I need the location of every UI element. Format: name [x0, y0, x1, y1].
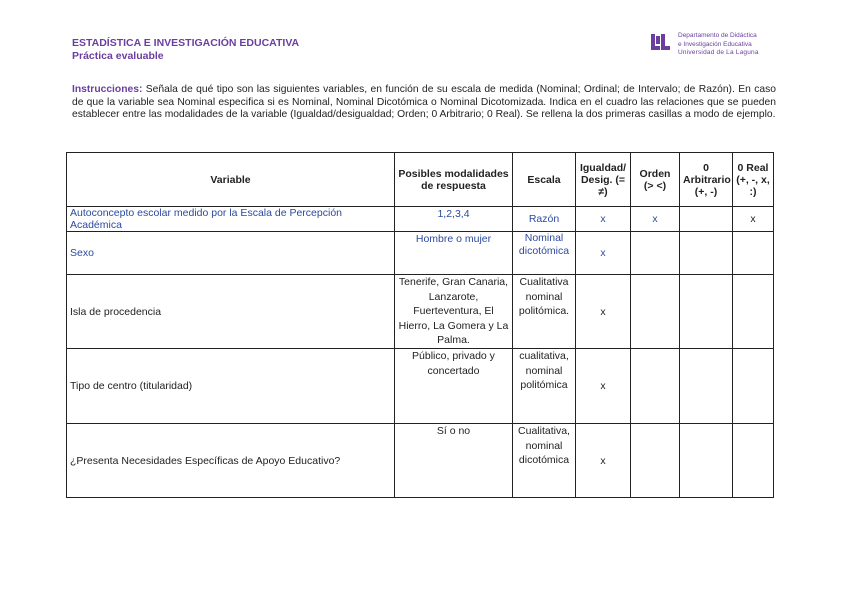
cell-modalidades: Tenerife, Gran Canaria, Lanzarote, Fuerteventura, El Hierro, La Gomera y La Palma.: [395, 275, 513, 349]
cell-modalidades: Sí o no: [395, 424, 513, 498]
logo-line-1: Departamento de Didáctica: [678, 32, 757, 39]
table-row: [67, 207, 774, 232]
cell-escala: Nominal dicotómica: [513, 232, 576, 275]
cell-arbitrario: [680, 207, 733, 232]
cell-igualdad: x: [576, 424, 631, 498]
cell-escala: Razón: [513, 207, 576, 232]
header-igualdad: Igualdad/ Desig. (= ≠): [576, 153, 631, 207]
logo-text: [678, 32, 759, 58]
cell-variable: Autoconcepto escolar medido por la Escala de Percepción Académica: [67, 207, 395, 232]
cell-igualdad: x: [576, 232, 631, 275]
cell-orden: [631, 232, 680, 275]
cell-arbitrario: [680, 232, 733, 275]
department-logo: [651, 32, 791, 62]
cell-arbitrario: [680, 275, 733, 349]
header-arbitrario: 0 Arbitrario (+, -): [680, 153, 733, 207]
header-orden: Orden (> <): [631, 153, 680, 207]
cell-orden: [631, 349, 680, 424]
table-header-row: [67, 153, 774, 207]
cell-arbitrario: [680, 424, 733, 498]
cell-variable: Tipo de centro (titularidad): [67, 349, 395, 424]
cell-variable: Isla de procedencia: [67, 275, 395, 349]
cell-modalidades: Hombre o mujer: [395, 232, 513, 275]
instructions-paragraph: [72, 84, 776, 122]
table-row: [67, 424, 774, 498]
cell-real: [733, 232, 774, 275]
cell-orden: [631, 424, 680, 498]
cell-escala: Cualitativa, nominal dicotómica: [513, 424, 576, 498]
cell-orden: [631, 275, 680, 349]
cell-igualdad: x: [576, 207, 631, 232]
header-real: 0 Real (+, -, x, :): [733, 153, 774, 207]
logo-line-2: e Investigación Educativa: [678, 40, 752, 48]
table-row: [67, 275, 774, 349]
cell-variable: Sexo: [67, 232, 395, 275]
document-subtitle: Práctica evaluable: [72, 50, 164, 62]
cell-real: [733, 275, 774, 349]
cell-arbitrario: [680, 349, 733, 424]
cell-real: [733, 424, 774, 498]
header-modalidades: Posibles modalidades de respuesta: [395, 153, 513, 207]
cell-real: x: [733, 207, 774, 232]
instructions-text: Señala de qué tipo son las siguientes variables, en función de su escala de medida (Nominal; Ordinal; de Intervalo; de Razón). En caso de que la variable sea Nominal especifica si es Nominal, Nominal Dicotómica o Nominal Dicotomizada. Indica en el cuadro las relaciones que se pueden establecer entre las modalidades de la variable (Igualdad/desigualdad; Orden; 0 Arbitrario; 0 Real). Se rellena la dos primeras casillas a modo de ejemplo.: [72, 84, 776, 121]
cell-modalidades: Público, privado y concertado: [395, 349, 513, 424]
cell-variable: ¿Presenta Necesidades Específicas de Apoyo Educativo?: [67, 424, 395, 498]
cell-modalidades: 1,2,3,4: [395, 207, 513, 232]
cell-orden: x: [631, 207, 680, 232]
ull-logo-icon: [651, 34, 673, 50]
table-row: [67, 232, 774, 275]
cell-real: [733, 349, 774, 424]
header-escala: Escala: [513, 153, 576, 207]
variables-table: [66, 152, 774, 498]
table-row: [67, 349, 774, 424]
cell-escala: Cualitativa nominal politómica.: [513, 275, 576, 349]
header-variable: Variable: [67, 153, 395, 207]
cell-escala: cualitativa, nominal politómica: [513, 349, 576, 424]
document-title: ESTADÍSTICA E INVESTIGACIÓN EDUCATIVA: [72, 37, 300, 49]
cell-igualdad: x: [576, 349, 631, 424]
logo-line-3: Universidad de La Laguna: [678, 49, 759, 56]
instructions-label: Instrucciones:: [72, 84, 143, 95]
cell-igualdad: x: [576, 275, 631, 349]
